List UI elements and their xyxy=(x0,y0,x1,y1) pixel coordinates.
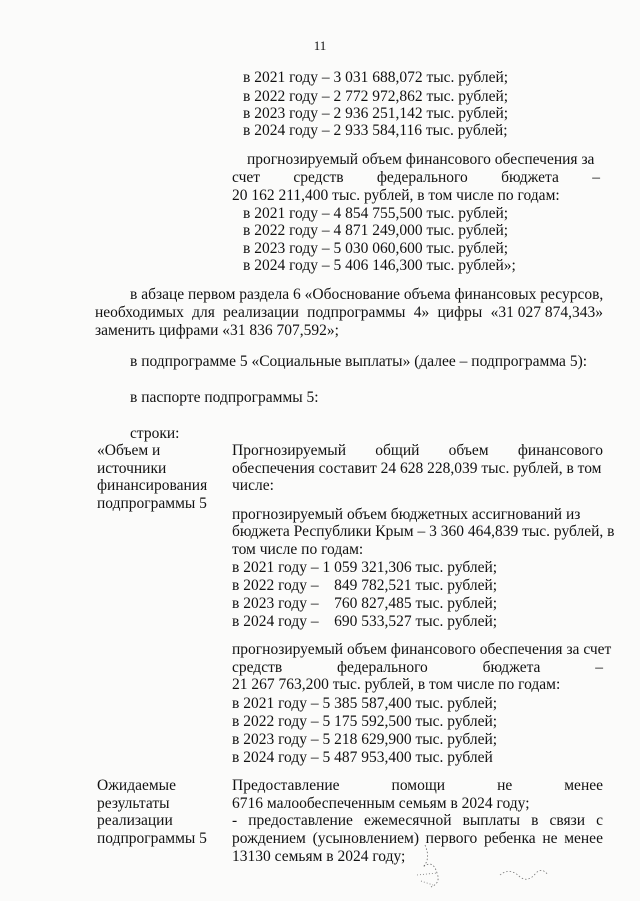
budget-year-2024: в 2024 году – 690 533,527 тыс. рублей; xyxy=(232,613,498,630)
top-year-2024: в 2024 году – 2 933 584,116 тыс. рублей; xyxy=(243,122,508,139)
word: помощи xyxy=(391,777,446,794)
word: с xyxy=(596,812,603,829)
word: необходимых xyxy=(95,304,184,321)
word: выплаты xyxy=(462,812,520,829)
page-number: 11 xyxy=(313,38,327,53)
results-line-5: 13130 семьям в 2024 году; xyxy=(232,848,406,865)
word: средств xyxy=(232,659,283,676)
word: «31 027 874,343» xyxy=(490,304,603,321)
word: реализации xyxy=(223,304,299,321)
word: не xyxy=(497,777,513,794)
word: предоставление xyxy=(248,812,353,829)
word: общий xyxy=(375,442,420,459)
word: финансового xyxy=(517,442,603,459)
word: федерального xyxy=(336,659,428,676)
word: Прогнозируемый xyxy=(232,442,347,459)
word: подпрограммы xyxy=(307,304,406,321)
results-line-2: 6716 малообеспеченным семьям в 2024 году; xyxy=(232,795,530,812)
word: в xyxy=(531,812,539,829)
budget-year-2021: в 2021 году – 1 059 321,306 тыс. рублей; xyxy=(232,559,498,576)
federal-year-2023: в 2023 году – 5 030 060,600 тыс. рублей; xyxy=(243,240,509,257)
word: - xyxy=(232,812,238,829)
word: – xyxy=(595,659,603,676)
word: 4» xyxy=(413,304,430,321)
federal-year-2021: в 2021 году – 4 854 755,500 тыс. рублей; xyxy=(243,205,509,222)
results-label-line-3: реализации xyxy=(97,812,173,829)
word: (усыновлением) xyxy=(312,830,419,847)
subprogram5-heading: в подпрограмме 5 «Социальные выплаты» (далее – подпрограмма 5): xyxy=(130,353,588,370)
word: менее xyxy=(564,830,603,847)
word: цифры xyxy=(437,304,483,321)
word: связи xyxy=(549,812,586,829)
left-label-line-2: источники xyxy=(97,460,167,477)
results-label-line-1: Ожидаемые xyxy=(97,777,176,794)
word: объем xyxy=(448,442,489,459)
fed2-year-2022: в 2022 году – 5 175 592,500 тыс. рублей; xyxy=(232,713,498,730)
federal-line-3: 20 162 211,400 тыс. рублей, в том числе по годам: xyxy=(232,187,560,204)
federal-line-2 xyxy=(232,168,600,187)
top-year-2023: в 2023 году – 2 936 251,142 тыс. рублей; xyxy=(243,105,509,122)
section6-line-2 xyxy=(95,303,603,322)
fed2-year-2023: в 2023 году – 5 218 629,900 тыс. рублей; xyxy=(232,731,498,748)
word: менее xyxy=(564,777,603,794)
total-line-2: обеспечения составит 24 628 228,039 тыс. рублей, в том xyxy=(232,460,602,477)
word: рождением xyxy=(232,830,306,847)
signature-mark xyxy=(395,835,565,895)
federal-year-2024: в 2024 году – 5 406 146,300 тыс. рублей»; xyxy=(243,257,516,274)
word: ребенка xyxy=(483,830,536,847)
budget-year-2023: в 2023 году – 760 827,485 тыс. рублей; xyxy=(232,595,498,612)
word: – xyxy=(592,169,600,186)
passport-heading: в паспорте подпрограммы 5: xyxy=(130,389,319,406)
left-label-line-4: подпрограммы 5 xyxy=(97,495,207,512)
word: первого xyxy=(425,830,478,847)
word: ежемесячной xyxy=(364,812,452,829)
top-year-2021: в 2021 году – 3 031 688,072 тыс. рублей; xyxy=(243,69,509,86)
fed2-year-2021: в 2021 году – 5 385 587,400 тыс. рублей; xyxy=(232,695,498,712)
left-label-line-1: «Объем и xyxy=(97,442,161,459)
word: бюджета xyxy=(482,659,541,676)
results-label-line-4: подпрограммы 5 xyxy=(97,830,207,847)
results-line-3 xyxy=(232,811,603,830)
word: федерального xyxy=(376,169,468,186)
fed2-line-1: прогнозируемый объем финансового обеспечения за счет xyxy=(232,641,612,658)
section6-line-3: заменить цифрами «31 836 707,592»; xyxy=(95,322,339,339)
budget-year-2022: в 2022 году – 849 782,521 тыс. рублей; xyxy=(232,577,498,594)
word: средств xyxy=(293,169,344,186)
word: не xyxy=(542,830,558,847)
budget-line-1: прогнозируемый объем бюджетных ассигнований из xyxy=(232,506,581,523)
word: счет xyxy=(232,169,261,186)
top-year-2022: в 2022 году – 2 772 972,862 тыс. рублей; xyxy=(243,88,509,105)
fed2-line-3: 21 267 763,200 тыс. рублей, в том числе по годам: xyxy=(232,676,561,693)
word: для xyxy=(192,304,215,321)
left-label-line-3: финансирования xyxy=(97,477,208,494)
results-line-1 xyxy=(232,776,603,795)
fed2-year-2024: в 2024 году – 5 487 953,400 тыс. рублей xyxy=(232,749,493,766)
total-line-3: числе: xyxy=(232,477,274,494)
section6-line-1: в абзаце первом раздела 6 «Обоснование объема финансовых ресурсов, xyxy=(130,286,604,303)
rows-label: строки: xyxy=(130,425,180,442)
federal-line-1: прогнозируемый объем финансового обеспечения за xyxy=(247,151,595,168)
word: бюджета xyxy=(501,169,559,186)
results-label-line-2: результаты xyxy=(97,795,170,812)
federal-year-2022: в 2022 году – 4 871 249,000 тыс. рублей; xyxy=(243,222,509,239)
total-line-1 xyxy=(232,441,603,460)
budget-line-2: бюджета Республики Крым – 3 360 464,839 тыс. рублей, в xyxy=(232,523,615,540)
budget-line-3: том числе по годам: xyxy=(232,541,364,558)
word: Предоставление xyxy=(232,777,340,794)
